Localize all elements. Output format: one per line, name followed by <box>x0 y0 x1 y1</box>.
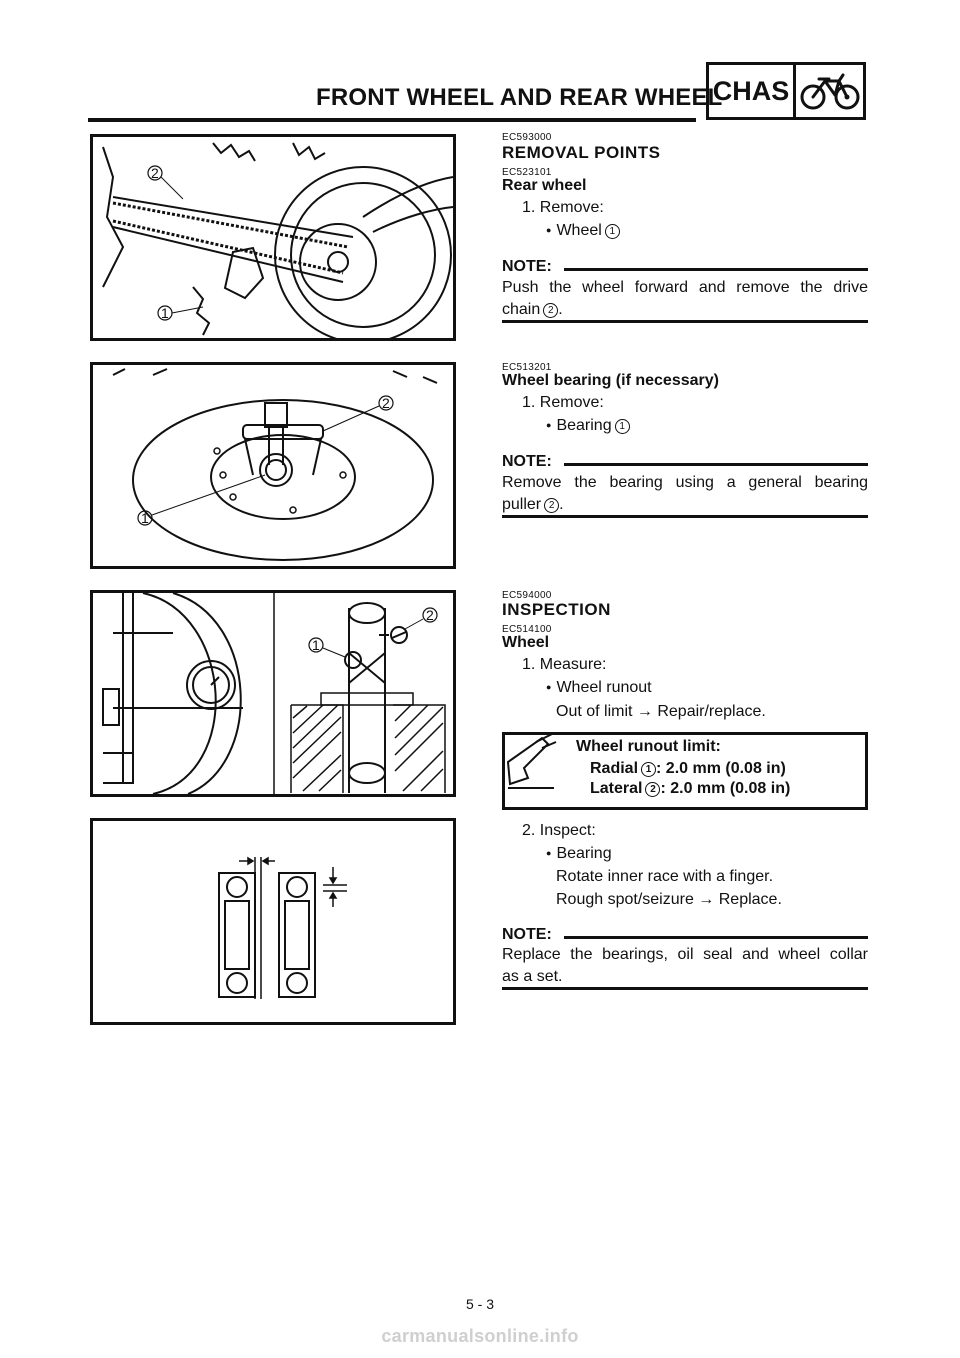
note-text-line: as a set. <box>502 968 563 985</box>
note-text: chain <box>502 301 541 318</box>
fig1-callout-1: 1 <box>161 305 169 321</box>
spec-value: : 2.0 mm (0.08 in) <box>656 760 786 777</box>
item-label: Bearing <box>556 417 612 434</box>
watermark: carmanualsonline.info <box>381 1326 579 1346</box>
note-end-rule <box>502 987 868 990</box>
step-remove: 1. Remove: <box>522 199 604 216</box>
figure-bearing-puller <box>90 362 456 569</box>
section-tag-box <box>706 62 866 120</box>
fig3-callout-1: 1 <box>312 637 320 653</box>
figure-rear-wheel-chain <box>90 134 456 341</box>
spec-label: Radial <box>590 760 639 777</box>
callout-ref: 1 <box>615 419 630 434</box>
header-rule <box>88 118 696 122</box>
note-text-line: Replace the bearings, oil seal and wheel collar <box>502 946 868 963</box>
motorcycle-icon <box>796 65 863 117</box>
section-title-removal-points: REMOVAL POINTS <box>502 143 661 162</box>
section-tag: CHAS <box>709 65 796 117</box>
callout-ref: 2 <box>645 782 660 797</box>
subsection-title-rear-wheel: Rear wheel <box>502 177 587 194</box>
subsection-code: EC514100 <box>502 624 552 635</box>
subsection-code: EC523101 <box>502 167 552 178</box>
subsection-title-wheel-bearing: Wheel bearing (if necessary) <box>502 372 719 389</box>
fig2-callout-2: 2 <box>382 395 390 411</box>
fig1-callout-2: 2 <box>151 165 159 181</box>
note-rule <box>564 463 868 466</box>
note-end-rule <box>502 515 868 518</box>
note-rule <box>564 936 868 939</box>
callout-ref: 2 <box>543 303 558 318</box>
figure-bearing-check <box>90 818 456 1025</box>
note-end-rule <box>502 320 868 323</box>
section-code: EC593000 <box>502 132 552 143</box>
spec-title: Wheel runout limit: <box>576 738 721 755</box>
fig2-callout-1: 1 <box>141 510 149 526</box>
spec-value: : 2.0 mm (0.08 in) <box>660 780 791 797</box>
note-text-line: chain 2 . <box>502 301 563 318</box>
item-label: Wheel <box>556 222 602 239</box>
section-code: EC594000 <box>502 590 552 601</box>
note-text-line: Push the wheel forward and remove the drive <box>502 279 868 296</box>
note-label: NOTE: <box>502 453 552 470</box>
item-detail: Rotate inner race with a finger. <box>556 868 774 885</box>
note-rule <box>564 268 868 271</box>
spec-label: Lateral <box>590 780 643 797</box>
callout-ref: 2 <box>544 498 559 513</box>
item-label: Bearing <box>556 845 612 862</box>
fig3-callout-2: 2 <box>426 607 434 623</box>
note-label: NOTE: <box>502 926 552 943</box>
step-remove: 1. Remove: <box>522 394 604 411</box>
item-detail: Out of limit → Repair/replace. <box>556 703 766 720</box>
step-measure: 1. Measure: <box>522 656 607 673</box>
section-title-inspection: INSPECTION <box>502 600 611 619</box>
subsection-code: EC513201 <box>502 362 552 373</box>
spec-radial <box>590 760 786 778</box>
note-text-line: puller 2 . <box>502 496 564 513</box>
note-text: puller <box>502 496 542 513</box>
page-number: 5 - 3 <box>465 1296 494 1312</box>
item-label: Wheel runout <box>556 679 652 696</box>
item-detail: Rough spot/seizure → Replace. <box>556 891 782 908</box>
note-text-line: Remove the bearing using a general bearing <box>502 474 868 491</box>
subsection-title-wheel: Wheel <box>502 634 550 651</box>
step-inspect: 2. Inspect: <box>522 822 596 839</box>
list-item <box>546 417 630 435</box>
list-item <box>546 222 620 240</box>
list-item <box>546 845 612 863</box>
callout-ref: 1 <box>605 224 620 239</box>
page-title: FRONT WHEEL AND REAR WHEEL <box>316 84 723 111</box>
note-label: NOTE: <box>502 258 552 275</box>
spec-lateral <box>590 780 790 798</box>
callout-ref: 1 <box>641 762 656 777</box>
list-item <box>546 679 652 697</box>
figure-wheel-runout <box>90 590 456 797</box>
caliper-icon <box>502 732 560 810</box>
